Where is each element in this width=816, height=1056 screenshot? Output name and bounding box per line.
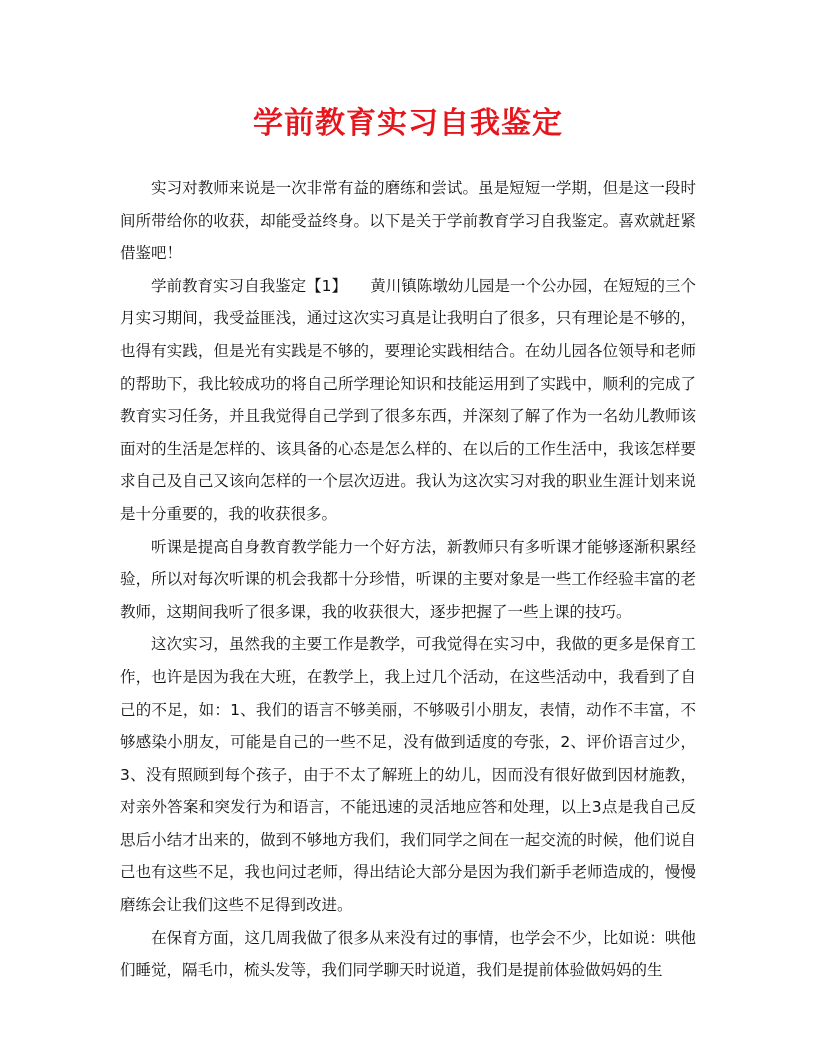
document-title: 学前教育实习自我鉴定 (253, 106, 563, 141)
paragraph-intro: 实习对教师来说是一次非常有益的磨练和尝试。虽是短短一学期，但是这一段时间所带给你的收获，却能受益终身。以下是关于学前教育学习自我鉴定。喜欢就赶紧借鉴吧！ (120, 179, 696, 263)
document-body (120, 172, 696, 987)
paragraph-teaching-reflection: 这次实习，虽然我的主要工作是教学，可我觉得在实习中，我做的更多是保育工作，也许是因为我在大班，在教学上，我上过几个活动，在这些活动中，我看到了自己的不足，如：1、我们的语言不够美丽，不够吸引小朋友，表情，动作不丰富，不够感染小朋友，可能是自己的一些不足，没有做到适度的夸张，2、评价语言过少，3、没有照顾到每个孩子，由于不太了解班上的幼儿，因而没有很好做到因材施教，对亲外答案和突发行为和语言，不能迅速的灵活地应答和处理，以上3点是我自己反思后小结才出来的，做到不够地方我们，我们同学之间在一起交流的时候，他们说自己也有这些不足，我也问过老师，得出结论大部分是因为我们新手老师造成的，慢慢磨练会让我们这些不足得到改进。 (120, 635, 696, 915)
paragraph-childcare: 在保育方面，这几周我做了很多从来没有过的事情，也学会不少，比如说：哄他们睡觉，隔毛巾，梳头发等，我们同学聊天时说道，我们是提前体验做妈妈的生 (120, 928, 696, 980)
paragraph-lesson-observation: 听课是提高自身教育教学能力一个好方法，新教师只有多听课才能够逐渐积累经验，所以对每次听课的机会我都十分珍惜，听课的主要对象是一些工作经验丰富的老教师，这期间我听了很多课，我的收获很大，逐步把握了一些上课的技巧。 (120, 537, 696, 621)
paragraph-appraisal-1: 学前教育实习自我鉴定【1】 黄川镇陈墩幼儿园是一个公办园，在短短的三个月实习期间，我受益匪浅，通过这次实习真是让我明白了很多，只有理论是不够的，也得有实践，但是光有实践是不够的，要理论实践相结合。在幼儿园各位领导和老师的帮助下，我比较成功的将自己所学理论知识和技能运用到了实践中，顺利的完成了教育实习任务，并且我觉得自己学到了很多东西，并深刻了解了作为一名幼儿教师该面对的生活是怎样的、该具备的心态是怎么样的、在以后的工作生活中，我该怎样要求自己及自己又该向怎样的一个层次迈进。我认为这次实习对我的职业生涯计划来说是十分重要的，我的收获很多。 (120, 276, 696, 523)
